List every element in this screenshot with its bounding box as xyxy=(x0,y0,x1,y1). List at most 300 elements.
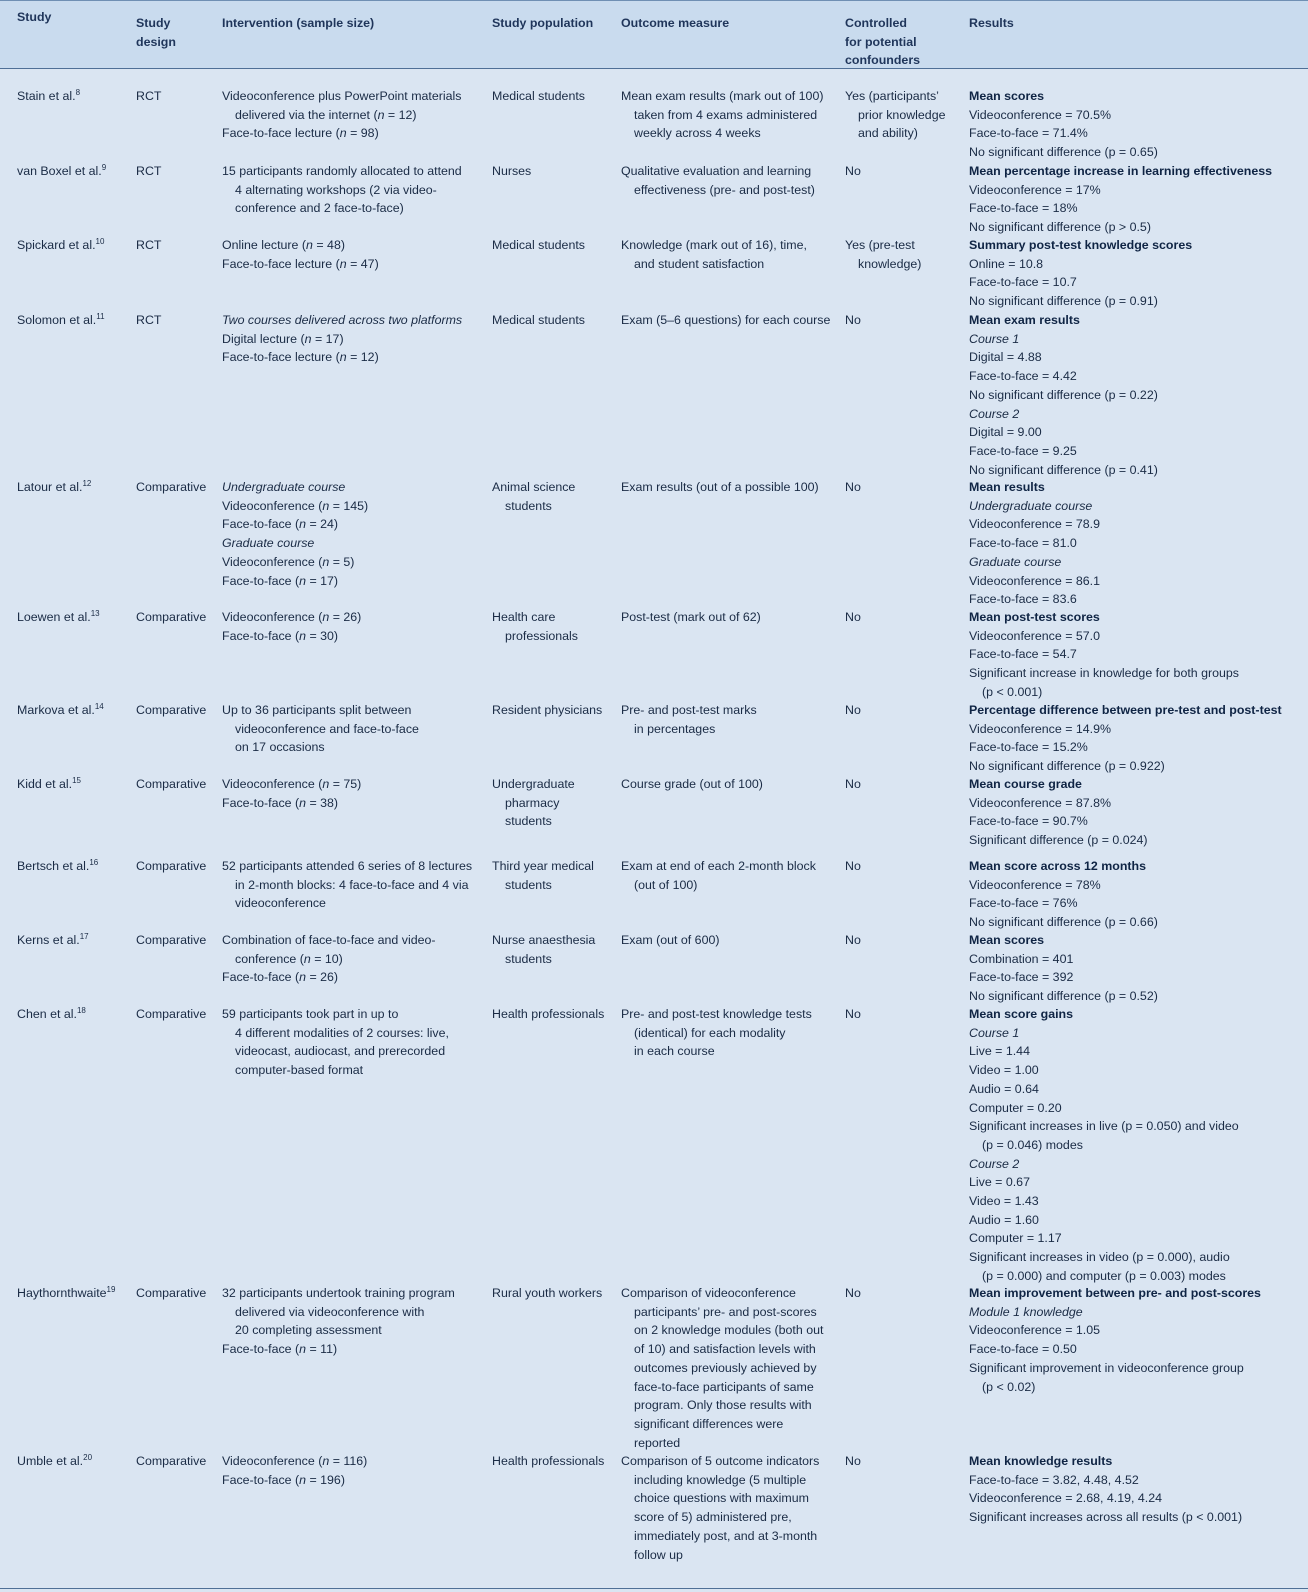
cell-text: Mean exam results (mark out of 100) xyxy=(621,89,824,103)
cell-line xyxy=(969,292,1192,311)
study-design-cell xyxy=(136,608,206,627)
cell-text: Up to 36 participants split between xyxy=(222,703,412,717)
population-cell xyxy=(492,857,594,894)
cell-line xyxy=(969,367,1158,386)
study-design-cell xyxy=(136,775,206,794)
reference-number: 15 xyxy=(72,776,82,785)
cell-text: = 38) xyxy=(306,795,339,810)
italic-text: n xyxy=(303,951,311,966)
cell-text: No significant difference (p = 0.66) xyxy=(969,915,1158,930)
cell-text: Medical students xyxy=(492,238,585,252)
cell-text: on 2 knowledge modules (both out xyxy=(634,1323,824,1338)
study-cell xyxy=(17,1284,115,1303)
cell-text: Videoconference ( xyxy=(222,1454,323,1468)
cell-text: No significant difference (p = 0.91) xyxy=(969,294,1158,309)
controlled-cell xyxy=(845,701,861,720)
cell-line xyxy=(222,894,472,913)
cell-text: Medical students xyxy=(492,89,585,103)
cell-text: Face-to-face = 9.25 xyxy=(969,443,1077,458)
design-text: Comparative xyxy=(136,480,207,494)
header-cell-design xyxy=(136,14,176,51)
cell-text: = 48) xyxy=(312,238,345,252)
cell-text: No significant difference (p = 0.52) xyxy=(969,989,1158,1004)
italic-text: n xyxy=(299,628,307,643)
cell-line xyxy=(222,1005,449,1024)
design-text: Comparative xyxy=(136,703,207,717)
cell-text: Face-to-face = 76% xyxy=(969,896,1078,911)
outcome-cell xyxy=(621,1284,823,1452)
cell-text: Videoconference = 14.9% xyxy=(969,721,1112,736)
design-text: Comparative xyxy=(136,859,207,873)
cell-line xyxy=(621,1340,823,1359)
cell-line xyxy=(222,124,461,143)
cell-line xyxy=(969,950,1158,969)
cell-line xyxy=(621,1471,819,1490)
cell-text: weekly across 4 weeks xyxy=(634,126,761,141)
study-cell xyxy=(17,1452,92,1471)
study-cell xyxy=(17,311,105,330)
cell-line xyxy=(969,1173,1239,1192)
cell-line xyxy=(222,311,462,330)
cell-text: and ability) xyxy=(858,126,918,141)
cell-line xyxy=(222,968,436,987)
cell-text: Significant difference (p = 0.024) xyxy=(969,833,1148,848)
header-text: for potential xyxy=(845,34,917,49)
cell-text: Digital = 9.00 xyxy=(969,425,1042,440)
cell-line xyxy=(492,1452,604,1471)
cell-line xyxy=(492,950,595,969)
table-header-row xyxy=(0,0,1308,69)
header-text: Study xyxy=(17,10,52,24)
controlled-cell xyxy=(845,162,861,181)
cell-text: effectiveness (pre- and post-test) xyxy=(634,182,815,197)
design-text: RCT xyxy=(136,164,162,178)
cell-text: Exam at end of each 2-month block xyxy=(621,859,816,873)
cell-line xyxy=(621,106,823,125)
population-cell xyxy=(492,701,602,720)
cell-line xyxy=(222,181,462,200)
cell-line xyxy=(845,162,861,181)
cell-line xyxy=(492,876,594,895)
cell-line xyxy=(845,1452,861,1471)
controlled-cell xyxy=(845,236,921,273)
outcome-cell xyxy=(621,931,719,950)
italic-text: n xyxy=(304,331,312,346)
study-name xyxy=(17,1005,86,1024)
cell-line xyxy=(621,1378,823,1397)
cell-line xyxy=(969,386,1158,405)
cell-text: = 47) xyxy=(346,256,379,271)
design-text: Comparative xyxy=(136,777,207,791)
cell-text: Video = 1.00 xyxy=(969,1063,1039,1078)
cell-text: delivered via the internet ( xyxy=(235,107,378,122)
reference-number: 12 xyxy=(82,479,92,488)
intervention-cell xyxy=(222,701,419,757)
header-text: Intervention (sample size) xyxy=(222,16,375,30)
controlled-cell xyxy=(845,1005,861,1024)
cell-line xyxy=(969,1359,1261,1378)
cell-text: including knowledge (5 multiple xyxy=(634,1472,807,1487)
cell-line xyxy=(845,608,861,627)
author-text: Umble et al. xyxy=(17,1454,84,1468)
cell-text: choice questions with maximum xyxy=(634,1491,809,1506)
cell-line xyxy=(621,1434,823,1453)
cell-line xyxy=(492,1005,604,1024)
cell-text: Face-to-face = 90.7% xyxy=(969,814,1088,829)
outcome-cell xyxy=(621,775,763,794)
cell-text: Online = 10.8 xyxy=(969,256,1044,271)
cell-text: Face-to-face = 4.42 xyxy=(969,369,1077,384)
cell-line xyxy=(222,876,472,895)
cell-text: and student satisfaction xyxy=(634,256,765,271)
cell-text: = 17) xyxy=(311,331,344,346)
cell-text: Face-to-face lecture ( xyxy=(222,126,340,141)
cell-line xyxy=(222,478,368,497)
italic-text: n xyxy=(377,107,385,122)
result-heading: Mean improvement between pre- and post-scores xyxy=(969,1286,1261,1300)
cell-line xyxy=(621,255,807,274)
cell-line xyxy=(621,162,815,181)
italic-text: n xyxy=(339,256,347,271)
cell-text: = 30) xyxy=(306,628,339,643)
cell-text: Resident physicians xyxy=(492,703,603,717)
italic-text: n xyxy=(322,498,330,513)
cell-text: Live = 0.67 xyxy=(969,1175,1030,1190)
cell-text: No xyxy=(845,777,861,791)
intervention-cell xyxy=(222,931,436,987)
result-heading: Mean percentage increase in learning effectiveness xyxy=(969,164,1273,178)
cell-line xyxy=(969,894,1158,913)
cell-text: professionals xyxy=(505,628,579,643)
cell-line xyxy=(621,608,761,627)
cell-line xyxy=(969,1284,1261,1303)
italic-text: n xyxy=(339,350,347,365)
cell-line xyxy=(969,645,1239,664)
study-cell xyxy=(17,1005,86,1024)
cell-line xyxy=(222,1321,455,1340)
cell-text: on 17 occasions xyxy=(235,740,325,755)
study-design-cell xyxy=(136,87,161,106)
cell-text: Exam (out of 600) xyxy=(621,933,720,947)
study-cell xyxy=(17,857,98,876)
cell-line xyxy=(222,515,368,534)
cell-text: Face-to-face lecture ( xyxy=(222,256,340,271)
population-cell xyxy=(492,1452,604,1471)
study-cell xyxy=(17,608,100,627)
cell-text: Significant increase in knowledge for both groups xyxy=(969,666,1240,681)
italic-text: n xyxy=(339,126,347,141)
author-text: Latour et al. xyxy=(17,480,83,494)
reference-number: 17 xyxy=(79,932,89,941)
results-cell xyxy=(969,775,1148,850)
study-design-cell xyxy=(136,478,206,497)
study-design-cell xyxy=(136,701,206,720)
cell-text: Face-to-face ( xyxy=(222,573,300,588)
cell-line xyxy=(222,627,361,646)
cell-line xyxy=(845,106,945,125)
cell-text: = 145) xyxy=(329,498,369,513)
cell-line xyxy=(969,1005,1239,1024)
cell-text: Video = 1.43 xyxy=(969,1194,1039,1209)
result-heading: Mean course grade xyxy=(969,777,1082,791)
italic-text: Course 1 xyxy=(969,331,1020,346)
cell-text: follow up xyxy=(634,1547,683,1562)
cell-line xyxy=(845,236,921,255)
cell-line xyxy=(222,738,419,757)
cell-line xyxy=(845,124,945,143)
cell-line xyxy=(621,857,816,876)
cell-text: Videoconference = 78.9 xyxy=(969,517,1101,532)
cell-line xyxy=(222,87,461,106)
cell-text: No significant difference (p = 0.22) xyxy=(969,387,1158,402)
controlled-cell xyxy=(845,87,945,143)
cell-text: Significant increases in live (p = 0.050) and video xyxy=(969,1119,1239,1134)
study-design-cell xyxy=(136,1005,206,1024)
controlled-cell xyxy=(845,478,861,497)
cell-line xyxy=(222,720,419,739)
cell-text: Significant improvement in videoconference group xyxy=(969,1360,1244,1375)
cell-text: outcomes previously achieved by xyxy=(634,1360,817,1375)
italic-text: n xyxy=(322,554,330,569)
cell-line xyxy=(969,1136,1239,1155)
cell-line xyxy=(845,857,861,876)
cell-line xyxy=(621,1489,819,1508)
cell-text: Yes (participants’ xyxy=(845,89,939,103)
cell-text: No significant difference (p = 0.922) xyxy=(969,759,1165,774)
intervention-cell xyxy=(222,1005,449,1080)
cell-line xyxy=(969,1061,1239,1080)
cell-text: Videoconference plus PowerPoint materials xyxy=(222,89,462,103)
cell-line xyxy=(969,1452,1242,1471)
cell-text: = 196) xyxy=(306,1472,345,1487)
cell-text: Health professionals xyxy=(492,1007,605,1021)
cell-line xyxy=(621,1005,812,1024)
cell-text: No xyxy=(845,1007,861,1021)
cell-line xyxy=(969,553,1100,572)
cell-line xyxy=(222,255,379,274)
cell-text: Videoconference = 70.5% xyxy=(969,107,1112,122)
cell-line xyxy=(969,181,1272,200)
cell-line xyxy=(621,1508,819,1527)
result-heading: Percentage difference between pre-test and post-test xyxy=(969,703,1282,717)
cell-text: Face-to-face lecture ( xyxy=(222,350,340,365)
cell-text: Medical students xyxy=(492,313,585,327)
cell-line xyxy=(222,199,462,218)
cell-text: Yes (pre-test xyxy=(845,238,915,252)
cell-line xyxy=(845,1284,861,1303)
cell-text: No significant difference (p = 0.65) xyxy=(969,145,1158,160)
study-design-cell xyxy=(136,311,161,330)
italic-text: Undergraduate course xyxy=(969,498,1093,513)
cell-line xyxy=(222,1061,449,1080)
controlled-cell xyxy=(845,1284,861,1303)
cell-line xyxy=(969,857,1158,876)
cell-text: 4 alternating workshops (2 via video- xyxy=(235,182,437,197)
cell-line xyxy=(969,1155,1239,1174)
cell-line xyxy=(621,1452,819,1471)
author-text: Bertsch et al. xyxy=(17,859,90,873)
cell-line xyxy=(969,311,1158,330)
cell-line xyxy=(621,775,763,794)
population-cell xyxy=(492,775,575,831)
cell-text: Course grade (out of 100) xyxy=(621,777,763,791)
cell-text: Videoconference ( xyxy=(222,777,323,791)
cell-line xyxy=(222,236,379,255)
cell-line xyxy=(222,162,462,181)
intervention-cell xyxy=(222,775,361,812)
result-heading: Mean exam results xyxy=(969,313,1080,327)
author-text: Stain et al. xyxy=(17,89,76,103)
cell-line xyxy=(969,1192,1239,1211)
cell-line xyxy=(969,106,1158,125)
cell-line xyxy=(621,931,719,950)
cell-line xyxy=(969,1211,1239,1230)
cell-text: Face-to-face = 18% xyxy=(969,201,1078,216)
cell-line xyxy=(222,1452,367,1471)
result-heading: Mean scores xyxy=(969,89,1045,103)
cell-line xyxy=(969,968,1158,987)
cell-text: Health care xyxy=(492,610,556,624)
cell-line xyxy=(621,1546,819,1565)
outcome-cell xyxy=(621,1452,819,1564)
cell-text: taken from 4 exams administered xyxy=(634,107,818,122)
result-heading: Mean post-test scores xyxy=(969,610,1100,624)
header-cell-population xyxy=(492,14,593,33)
cell-text: participants’ pre- and post-scores xyxy=(634,1304,817,1319)
italic-text: Undergraduate course xyxy=(222,480,346,494)
italic-text: n xyxy=(322,777,330,791)
population-cell xyxy=(492,1005,604,1024)
cell-line xyxy=(969,348,1158,367)
cell-line xyxy=(492,87,585,106)
cell-line xyxy=(621,1303,823,1322)
cell-line xyxy=(969,255,1192,274)
cell-text: score of 5) administered pre, xyxy=(634,1510,792,1525)
header-cell-intervention xyxy=(222,14,374,33)
cell-text: = 116) xyxy=(329,1454,368,1468)
cell-line xyxy=(969,987,1158,1006)
header-text: Controlled xyxy=(845,16,907,30)
cell-line xyxy=(969,1378,1261,1397)
cell-line xyxy=(969,664,1239,683)
results-cell xyxy=(969,1005,1239,1286)
cell-text: (p = 0.000) and computer (p = 0.003) modes xyxy=(982,1268,1226,1283)
cell-text: students xyxy=(505,877,552,892)
population-cell xyxy=(492,162,531,181)
cell-line xyxy=(621,87,823,106)
cell-line xyxy=(222,857,472,876)
cell-text: = 5) xyxy=(329,554,355,569)
outcome-cell xyxy=(621,87,823,143)
cell-line xyxy=(969,1117,1239,1136)
cell-text: Videoconference = 57.0 xyxy=(969,628,1101,643)
results-cell xyxy=(969,1284,1261,1396)
cell-text: Face-to-face = 3.82, 4.48, 4.52 xyxy=(969,1472,1139,1487)
italic-text: n xyxy=(322,610,330,624)
cell-text: Videoconference = 87.8% xyxy=(969,795,1112,810)
cell-line xyxy=(222,330,462,349)
cell-text: No significant difference (p > 0.5) xyxy=(969,220,1151,235)
cell-text: face-to-face participants of same xyxy=(634,1379,814,1394)
cell-line xyxy=(222,572,368,591)
cell-line xyxy=(492,701,602,720)
results-cell xyxy=(969,608,1239,702)
cell-line xyxy=(969,534,1100,553)
population-cell xyxy=(492,931,595,968)
italic-text: Two courses delivered across two platforms xyxy=(222,313,463,327)
cell-line xyxy=(222,950,436,969)
cell-line xyxy=(621,720,757,739)
cell-text: conference and 2 face-to-face) xyxy=(235,201,404,216)
cell-line xyxy=(969,1042,1239,1061)
cell-line xyxy=(969,1303,1261,1322)
cell-text: Face-to-face = 392 xyxy=(969,970,1074,985)
study-cell xyxy=(17,162,106,181)
cell-text: = 10) xyxy=(310,951,343,966)
cell-line xyxy=(621,1396,823,1415)
cell-text: 15 participants randomly allocated to attend xyxy=(222,164,462,178)
cell-text: No xyxy=(845,610,861,624)
cell-line xyxy=(969,1229,1239,1248)
cell-text: conference ( xyxy=(235,951,304,966)
design-text: Comparative xyxy=(136,1454,207,1468)
cell-text: Digital = 4.88 xyxy=(969,350,1042,365)
results-cell xyxy=(969,87,1158,162)
study-name xyxy=(17,931,89,950)
design-text: RCT xyxy=(136,89,162,103)
outcome-cell xyxy=(621,701,757,738)
cell-line xyxy=(222,1471,367,1490)
intervention-cell xyxy=(222,87,461,143)
cell-line xyxy=(969,831,1148,850)
study-cell xyxy=(17,236,104,255)
cell-line xyxy=(222,794,361,813)
cell-line xyxy=(969,423,1158,442)
author-text: Chen et al. xyxy=(17,1007,77,1021)
cell-text: prior knowledge xyxy=(858,107,946,122)
cell-line xyxy=(845,775,861,794)
cell-text: (out of 100) xyxy=(634,877,698,892)
italic-text: Course 2 xyxy=(969,1156,1020,1171)
cell-text: Computer = 1.17 xyxy=(969,1231,1062,1246)
study-design-cell xyxy=(136,857,206,876)
study-design-cell xyxy=(136,931,206,950)
cell-text: No xyxy=(845,1286,861,1300)
result-heading: Mean results xyxy=(969,480,1045,494)
results-cell xyxy=(969,701,1282,776)
cell-line xyxy=(492,478,575,497)
outcome-cell xyxy=(621,311,830,330)
header-cell-study xyxy=(17,8,51,27)
intervention-cell xyxy=(222,478,368,590)
cell-line xyxy=(969,590,1100,609)
cell-line xyxy=(222,497,368,516)
cell-line xyxy=(969,515,1100,534)
cell-line xyxy=(492,608,578,627)
cell-text: Health professionals xyxy=(492,1454,605,1468)
design-text: RCT xyxy=(136,238,162,252)
cell-line xyxy=(845,701,861,720)
controlled-cell xyxy=(845,775,861,794)
population-cell xyxy=(492,87,585,106)
header-text: design xyxy=(136,34,176,49)
reference-number: 10 xyxy=(95,237,105,246)
cell-text: Face-to-face = 81.0 xyxy=(969,536,1077,551)
cell-line xyxy=(492,1284,602,1303)
cell-text: Face-to-face ( xyxy=(222,1472,300,1487)
cell-text: No xyxy=(845,480,861,494)
design-text: Comparative xyxy=(136,1007,207,1021)
